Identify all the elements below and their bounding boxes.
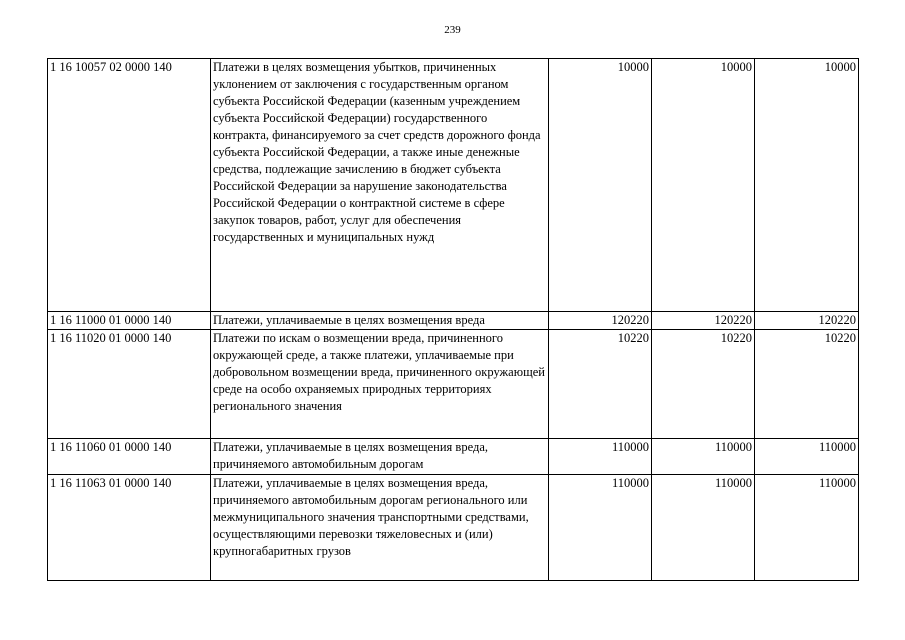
description-cell: Платежи, уплачиваемые в целях возмещения вреда bbox=[211, 312, 549, 330]
value-cell-2: 120220 bbox=[652, 312, 755, 330]
budget-code-cell: 1 16 11020 01 0000 140 bbox=[48, 330, 211, 439]
value-cell-1: 110000 bbox=[549, 475, 652, 581]
table-row bbox=[48, 59, 859, 312]
description-cell: Платежи по искам о возмещении вреда, причиненного окружающей среде, а также платежи, уплачиваемые при добровольном возмещении вреда, причиненного окружающей среде на особо охраняемых природных территориях регионального значения bbox=[211, 330, 549, 439]
value-cell-2: 10220 bbox=[652, 330, 755, 439]
budget-code-cell: 1 16 11060 01 0000 140 bbox=[48, 439, 211, 475]
budget-revenue-table bbox=[47, 58, 859, 581]
value-cell-2: 10000 bbox=[652, 59, 755, 312]
value-cell-3: 110000 bbox=[755, 439, 859, 475]
table-row bbox=[48, 475, 859, 581]
table-row bbox=[48, 330, 859, 439]
value-cell-3: 110000 bbox=[755, 475, 859, 581]
page-number: 239 bbox=[444, 24, 461, 36]
budget-code-cell: 1 16 10057 02 0000 140 bbox=[48, 59, 211, 312]
value-cell-1: 110000 bbox=[549, 439, 652, 475]
value-cell-3: 120220 bbox=[755, 312, 859, 330]
value-cell-3: 10000 bbox=[755, 59, 859, 312]
value-cell-2: 110000 bbox=[652, 475, 755, 581]
table-row bbox=[48, 439, 859, 475]
budget-code-cell: 1 16 11063 01 0000 140 bbox=[48, 475, 211, 581]
budget-code-cell: 1 16 11000 01 0000 140 bbox=[48, 312, 211, 330]
description-cell: Платежи, уплачиваемые в целях возмещения вреда, причиняемого автомобильным дорогам регионального или межмуниципального значения транспортными средствами, осуществляющими перевозки тяжеловесных и (или) крупногабаритных грузов bbox=[211, 475, 549, 581]
value-cell-1: 120220 bbox=[549, 312, 652, 330]
value-cell-2: 110000 bbox=[652, 439, 755, 475]
value-cell-3: 10220 bbox=[755, 330, 859, 439]
table-row bbox=[48, 312, 859, 330]
description-cell: Платежи в целях возмещения убытков, причиненных уклонением от заключения с государственным органом субъекта Российской Федерации (казенным учреждением субъекта Российской Федерации) государственного контракта, финансируемого за счет средств дорожного фонда субъекта Российской Федерации, а также иные денежные средства, подлежащие зачислению в бюджет субъекта Российской Федерации за нарушение законодательства Российской Федерации о контрактной системе в сфере закупок товаров, работ, услуг для обеспечения государственных и муниципальных нужд bbox=[211, 59, 549, 312]
description-cell: Платежи, уплачиваемые в целях возмещения вреда, причиняемого автомобильным дорогам bbox=[211, 439, 549, 475]
value-cell-1: 10220 bbox=[549, 330, 652, 439]
value-cell-1: 10000 bbox=[549, 59, 652, 312]
